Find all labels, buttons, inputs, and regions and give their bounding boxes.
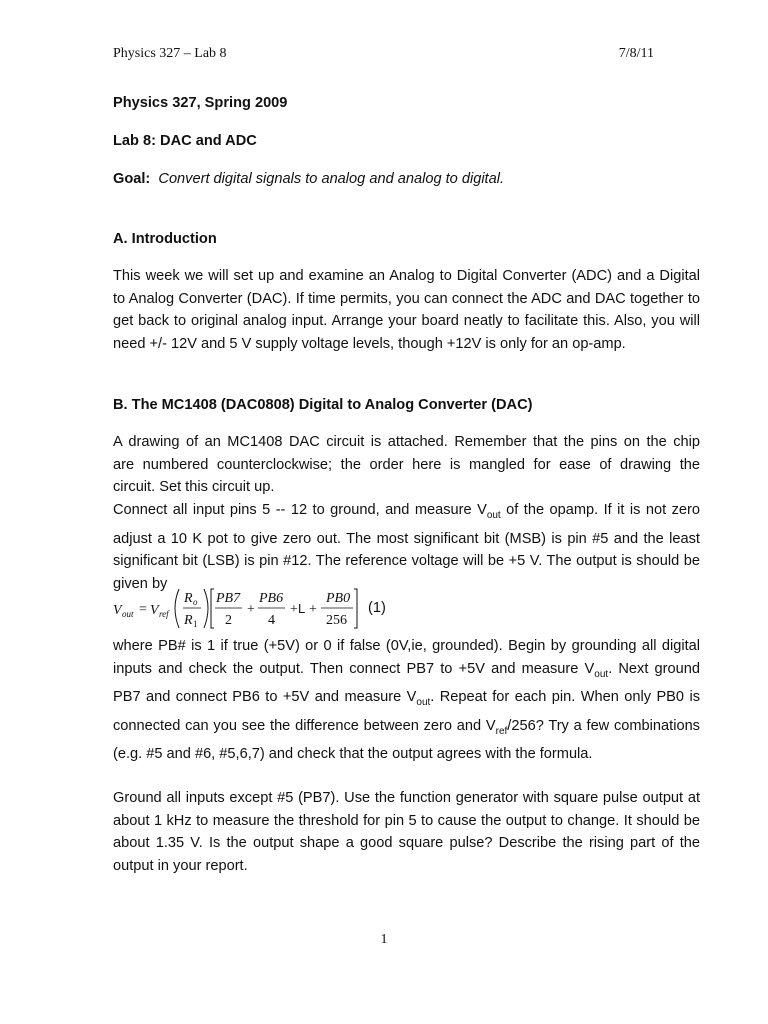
eq-t3-den: 256 — [326, 613, 347, 628]
p2-text-b: of the opamp. If it is not zero adjust a 10 K pot to give zero out. The most significant bit (MSB) is pin #5 and the least significant bit (LSB) is pin #12. The reference voltage will be +5 V. The output is should be given by — [113, 502, 700, 592]
running-header-date: 7/8/11 — [618, 46, 654, 61]
eq-left-bracket — [211, 589, 214, 628]
eq-right-bracket — [354, 589, 357, 628]
page-number: 1 — [380, 932, 388, 947]
eq-r-den: R — [184, 613, 193, 628]
eq-vout: V — [113, 603, 122, 618]
eq-plus-2: + — [290, 602, 298, 617]
eq-plus-1: + — [247, 602, 255, 617]
eq-t2-num: PB6 — [259, 591, 284, 606]
p3-text-2: . Next ground PB7 and connect PB6 to +5V and measure V — [113, 660, 700, 706]
eq-r-num: R — [184, 591, 193, 606]
section-b-paragraph-2 — [113, 499, 700, 595]
running-header-title: Physics 327 – Lab 8 — [113, 46, 227, 61]
eq-t1-num: PB7 — [216, 591, 241, 606]
eq-equals: = — [139, 602, 147, 617]
eq-t3-num: PB0 — [326, 591, 351, 606]
p3-text-4: /256? Try a few combinations (e.g. #5 and #6, #5,6,7) and check that the output agrees with the formula. — [113, 717, 700, 763]
eq-plus-3: + — [309, 602, 317, 617]
eq-vref: V — [150, 603, 159, 618]
p3-text-3: . Repeat for each pin. When only PB0 is connected can you see the difference between zero and V — [113, 689, 700, 734]
eq-r-num-sub: o — [193, 597, 198, 607]
goal-line — [113, 171, 700, 187]
lab-title: Lab 8: DAC and ADC — [113, 133, 257, 149]
goal-label: Goal: — [113, 171, 151, 187]
eq-left-paren — [175, 589, 179, 628]
eq-t1-den: 2 — [225, 613, 232, 628]
section-b-heading: B. The MC1408 (DAC0808) Digital to Analog Converter (DAC) — [113, 397, 533, 413]
p2-vout-sub: out — [486, 509, 501, 521]
course-title: Physics 327, Spring 2009 — [113, 95, 288, 111]
eq-t2-den: 4 — [268, 613, 275, 628]
section-b-paragraph-3 — [113, 635, 700, 766]
eq-right-paren — [204, 589, 208, 628]
section-b-paragraph-4: Ground all inputs except #5 (PB7). Use the function generator with square pulse output at about 1 kHz to measure the threshold for pin 5 to cause the output to change. It should be about 1.35 V. Is the output shape a good square pulse? Describe the rising part of the output in your report. — [113, 790, 700, 874]
eq-vref-sub: ref — [159, 609, 169, 619]
p3-vout-sub-1: out — [594, 668, 609, 680]
section-a-heading: A. Introduction — [113, 231, 217, 247]
eq-vout-sub: out — [122, 609, 134, 619]
goal-text: Convert digital signals to analog and analog to digital. — [158, 171, 505, 187]
eq-r-den-sub: 1 — [193, 619, 198, 629]
p3-text-1: where PB# is 1 if true (+5V) or 0 if false (0V,ie, grounded). Begin by grounding all digital inputs and check the output. Then connect PB7 to +5V and measure V — [113, 638, 700, 677]
eq-ellipsis: L — [298, 601, 306, 616]
section-b-p1-line-2: are numbered counterclockwise; the order here is mangled for ease of drawing the — [113, 456, 700, 473]
section-b-p1-line-1: A drawing of an MC1408 DAC circuit is attached. Remember that the pins on the chip — [113, 434, 700, 450]
equation-number: (1) — [368, 600, 386, 616]
p2-text-a: Connect all input pins 5 -- 12 to ground, and measure V — [113, 502, 487, 518]
p3-vref-sub: ref — [495, 725, 508, 737]
p3-vout-sub-2: out — [416, 697, 431, 708]
section-b-p1-line-3: circuit. Set this circuit up. — [113, 479, 275, 496]
dac-output-equation — [113, 586, 513, 632]
section-a-paragraph: This week we will set up and examine an Analog to Digital Converter (ADC) and a Digital to Analog Converter (DAC). If time permits, you can connect the ADC and DAC together to get back to original analog input. Arrange your board neatly to facilitate this. Also, you will need +/- 12V and 5 V supply voltage levels, though +12V is only for an op-amp. — [113, 268, 700, 352]
section-b-paragraph-1 — [113, 431, 700, 499]
